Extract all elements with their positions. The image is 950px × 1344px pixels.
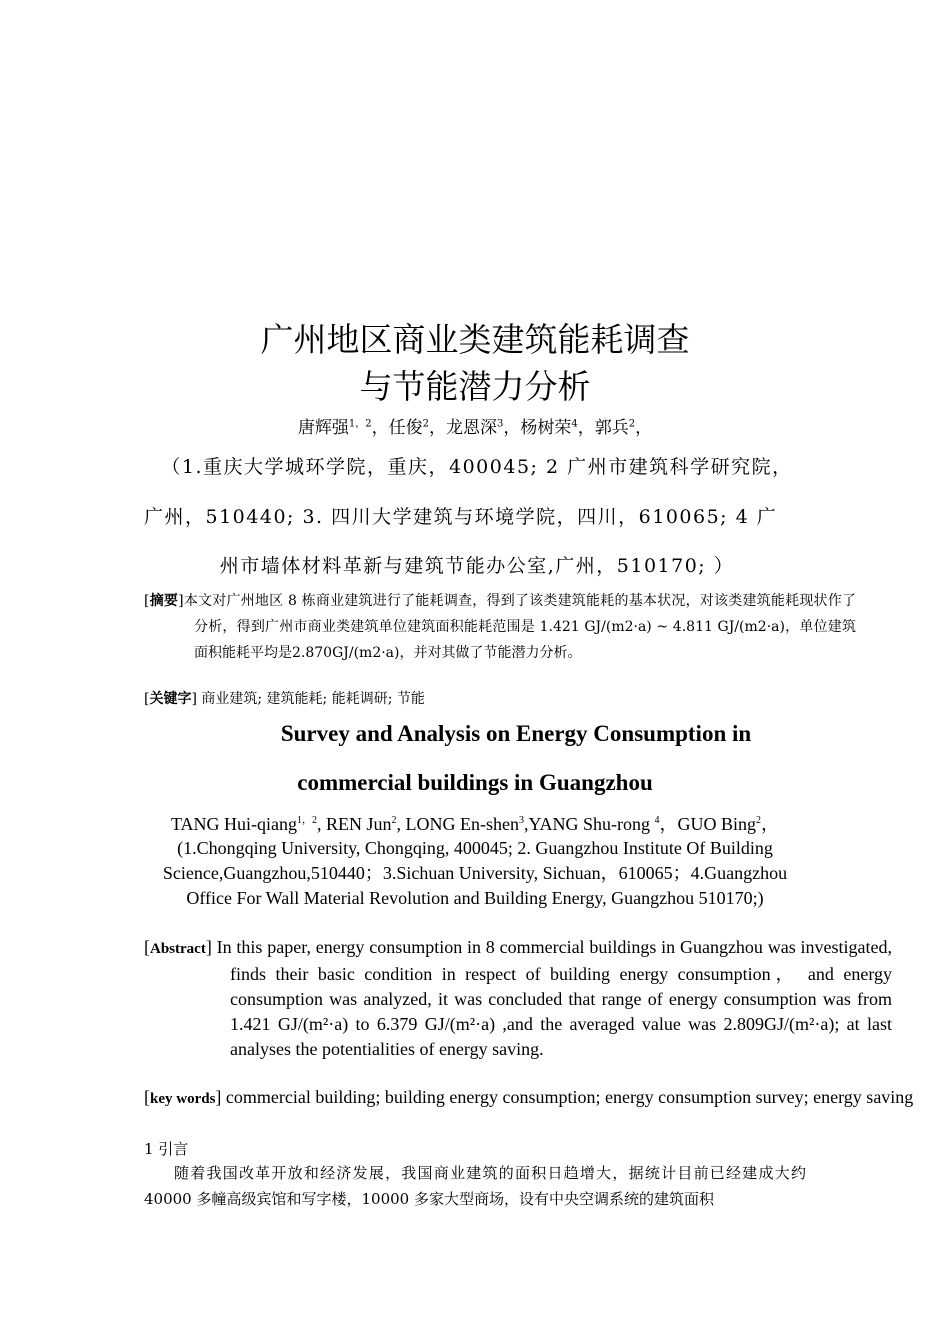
english-affiliations: (1.Chongqing University, Chongqing, 400045; 2. Guangzhou Institute Of Building Science,Guangzhou,510440；3.Sichuan University, Sichuan，610065；4.Guangzhou Office For Wall Material Revolution and Building Energy, Guangzhou 510170;) — [162, 838, 788, 908]
english-keywords-label: key words — [150, 1091, 216, 1107]
author-affiliation-mark: 2 — [756, 815, 762, 826]
author-affiliation-mark: 4 — [571, 418, 578, 430]
author-name: ，龙恩深 — [428, 418, 497, 438]
chinese-keywords-label: 关键字 — [149, 691, 192, 707]
chinese-abstract-text: 本文对广州地区 8 栋商业建筑进行了能耗调查，得到了该类建筑能耗的基本状况，对该类建筑能耗现状作了分析，得到广州市商业类建筑单位建筑面积能耗范围是 1.421 GJ/(m2·a) ~ 4.811 GJ/(m2·a)，单位建筑面积能耗平均是2.870GJ/(m2·a)，并对其做了节能潜力分析。 — [183, 593, 857, 661]
english-title-line-2: commercial buildings in Guangzhou — [297, 770, 653, 795]
author-name: ,YANG Shu-rong — [524, 814, 655, 834]
chinese-abstract: [摘要]本文对广州地区 8 栋商业建筑进行了能耗调查，得到了该类建筑能耗的基本状况，对该类建筑能耗现状作了分析，得到广州市商业类建筑单位建筑面积能耗范围是 1.421 GJ/(m2·a) ~ 4.811 GJ/(m2·a)，单位建筑面积能耗平均是2.870GJ/(m2·a)，并对其做了节能潜力分析。 — [144, 593, 857, 661]
chinese-title-line-1: 广州地区商业类建筑能耗调查 — [260, 320, 690, 359]
author-affiliation-mark: 2 — [628, 418, 636, 430]
author-name: ，GUO Bing — [659, 814, 757, 834]
author-separator: ， — [761, 814, 780, 834]
author-affiliation-mark: 1，2 — [297, 815, 318, 826]
english-title-line-1: Survey and Analysis on Energy Consumption in — [280, 721, 752, 746]
author-name: ，任俊 — [371, 418, 423, 438]
chinese-affiliation-line-2: 广州，510440; 3. 四川大学建筑与环境学院，四川，610065; 4 广 — [144, 506, 778, 528]
chinese-keywords-text: 商业建筑; 建筑能耗; 能耗调研; 节能 — [201, 691, 425, 707]
author-name: ，郭兵 — [577, 418, 629, 438]
chinese-affiliation-line-1: （1.重庆大学城环学院，重庆，400045; 2 广州市建筑科学研究院， — [161, 456, 793, 478]
author-affiliation-mark: 3 — [496, 418, 504, 430]
author-name: , REN Jun — [317, 814, 392, 834]
author-affiliation-mark: 4 — [654, 815, 660, 826]
english-keywords-text: commercial building; building energy consumption; energy consumption survey; energy saving — [225, 1087, 914, 1107]
chinese-abstract-label: 摘要 — [149, 593, 179, 609]
author-affiliation-mark: 2 — [422, 418, 429, 430]
author-name: , LONG En-shen — [396, 814, 520, 834]
english-abstract: [Abstract] In this paper, energy consumption in 8 commercial buildings in Guangzhou was investigated, finds their basic condition in respect of building energy consumption， and energy consumption was analyzed, it was concluded that range of energy consumption was from 1.421 GJ/(m²·a) to 6.379 GJ/(m²·a) ,and the averaged value was 2.809GJ/(m²·a); at last analyses the potentialities of energy saving. — [144, 937, 892, 1059]
chinese-author-list — [0, 413, 950, 438]
author-name: ，杨树荣 — [503, 418, 572, 438]
chinese-keywords: [关键字] 商业建筑; 建筑能耗; 能耗调研; 节能 — [144, 691, 425, 707]
english-abstract-label: Abstract — [150, 941, 206, 957]
chinese-title-line-2: 与节能潜力分析 — [359, 367, 591, 406]
author-name: TANG Hui-qiang — [170, 814, 298, 834]
author-separator: ， — [635, 418, 653, 438]
section-heading-introduction: 1 引言 — [144, 1140, 189, 1158]
author-affiliation-mark: 1，2 — [348, 418, 372, 430]
chinese-affiliation-line-3: 州市墙体材料革新与建筑节能办公室,广州，510170; ） — [219, 555, 735, 577]
english-keywords: [key words] commercial building; building energy consumption; energy consumption survey; energy saving — [144, 1087, 914, 1107]
english-author-list — [144, 812, 806, 837]
english-abstract-text: In this paper, energy consumption in 8 commercial buildings in Guangzhou was investigated, finds their basic condition in respect of building energy consumption， and energy consumption was analyzed, it was concluded that range of energy consumption was from 1.421 GJ/(m²·a) to 6.379 GJ/(m²·a) ,and the averaged value was 2.809GJ/(m²·a); at last analyses the potentialities of energy saving. — [216, 937, 892, 1059]
author-affiliation-mark: 2 — [391, 815, 397, 826]
introduction-paragraph: 随着我国改革开放和经济发展，我国商业建筑的面积日趋增大，据统计目前已经建成大约 40000 多幢高级宾馆和写字楼，10000 多家大型商场，设有中央空调系统的建筑面积 — [144, 1164, 806, 1208]
author-affiliation-mark: 3 — [519, 815, 525, 826]
author-name: 唐辉强 — [297, 418, 349, 438]
